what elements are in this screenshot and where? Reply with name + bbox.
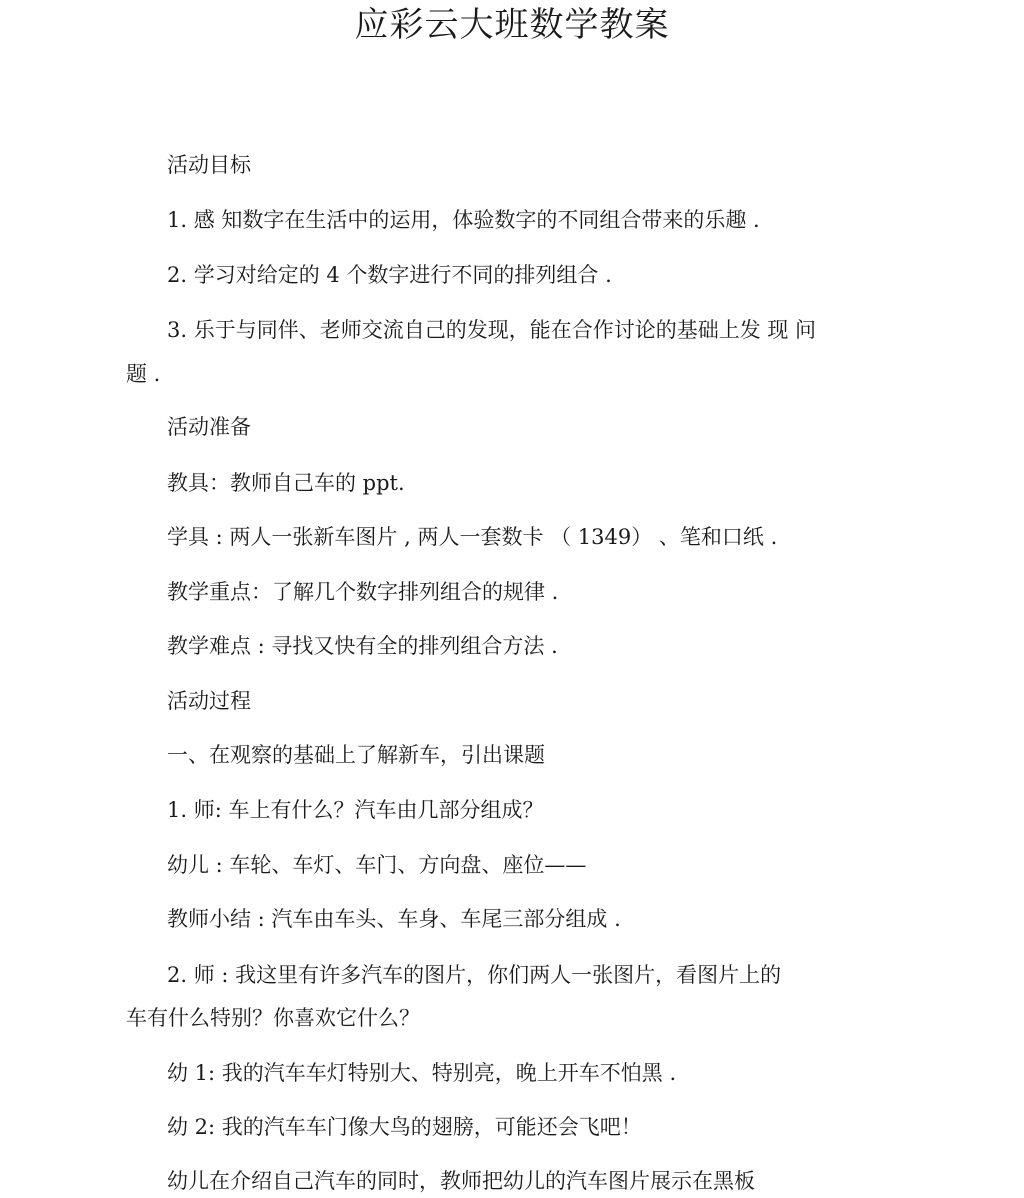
paragraph-line: 幼 1: 我的汽车车灯特别大、特别亮，晚上开车不怕黑 . <box>167 1061 677 1085</box>
paragraph-line: 幼儿在介绍自己汽车的同时，教师把幼儿的汽车图片展示在黑板 <box>167 1169 755 1193</box>
paragraph-line: 教师小结 : 汽车由车头、车身、车尾三部分组成 . <box>167 907 621 931</box>
section-heading-process: 活动过程 <box>167 689 251 713</box>
section-heading-goals: 活动目标 <box>167 153 251 177</box>
paragraph-line: 题 . <box>126 362 161 386</box>
paragraph-line: 车有什么特别？你喜欢它什么？ <box>126 1006 420 1030</box>
paragraph-line: 1. 感 知数字在生活中的运用，体验数字的不同组合带来的乐趣 . <box>167 208 760 232</box>
paragraph-line: 2. 师 : 我这里有许多汽车的图片，你们两人一张图片，看图片上的 <box>167 963 782 987</box>
section-heading-preparation: 活动准备 <box>167 415 251 439</box>
paragraph-line: 教学重点：了解几个数字排列组合的规律 . <box>167 580 559 604</box>
paragraph-line: 幼儿 : 车轮、车灯、车门、方向盘、座位—— <box>167 853 587 877</box>
paragraph-line: 教具：教师自己车的 ppt. <box>167 471 405 495</box>
paragraph-line: 3. 乐于与同伴、老师交流自己的发现，能在合作讨论的基础上发 现 问 <box>167 318 817 342</box>
document-title: 应彩云大班数学教案 <box>354 5 670 45</box>
paragraph-line: 1. 师: 车上有什么？汽车由几部分组成？ <box>167 798 544 822</box>
paragraph-line: 幼 2: 我的汽车车门像大鸟的翅膀，可能还会飞吧！ <box>167 1115 642 1139</box>
paragraph-line: 教学难点 : 寻找又快有全的排列组合方法 . <box>167 634 558 658</box>
paragraph-line: 2. 学习对给定的 4 个数字进行不同的排列组合 . <box>167 263 612 287</box>
paragraph-line: 一、在观察的基础上了解新车，引出课题 <box>167 743 545 767</box>
paragraph-line: 学具 : 两人一张新车图片 , 两人一套数卡 （ 1349） 、笔和口纸 . <box>167 525 778 549</box>
